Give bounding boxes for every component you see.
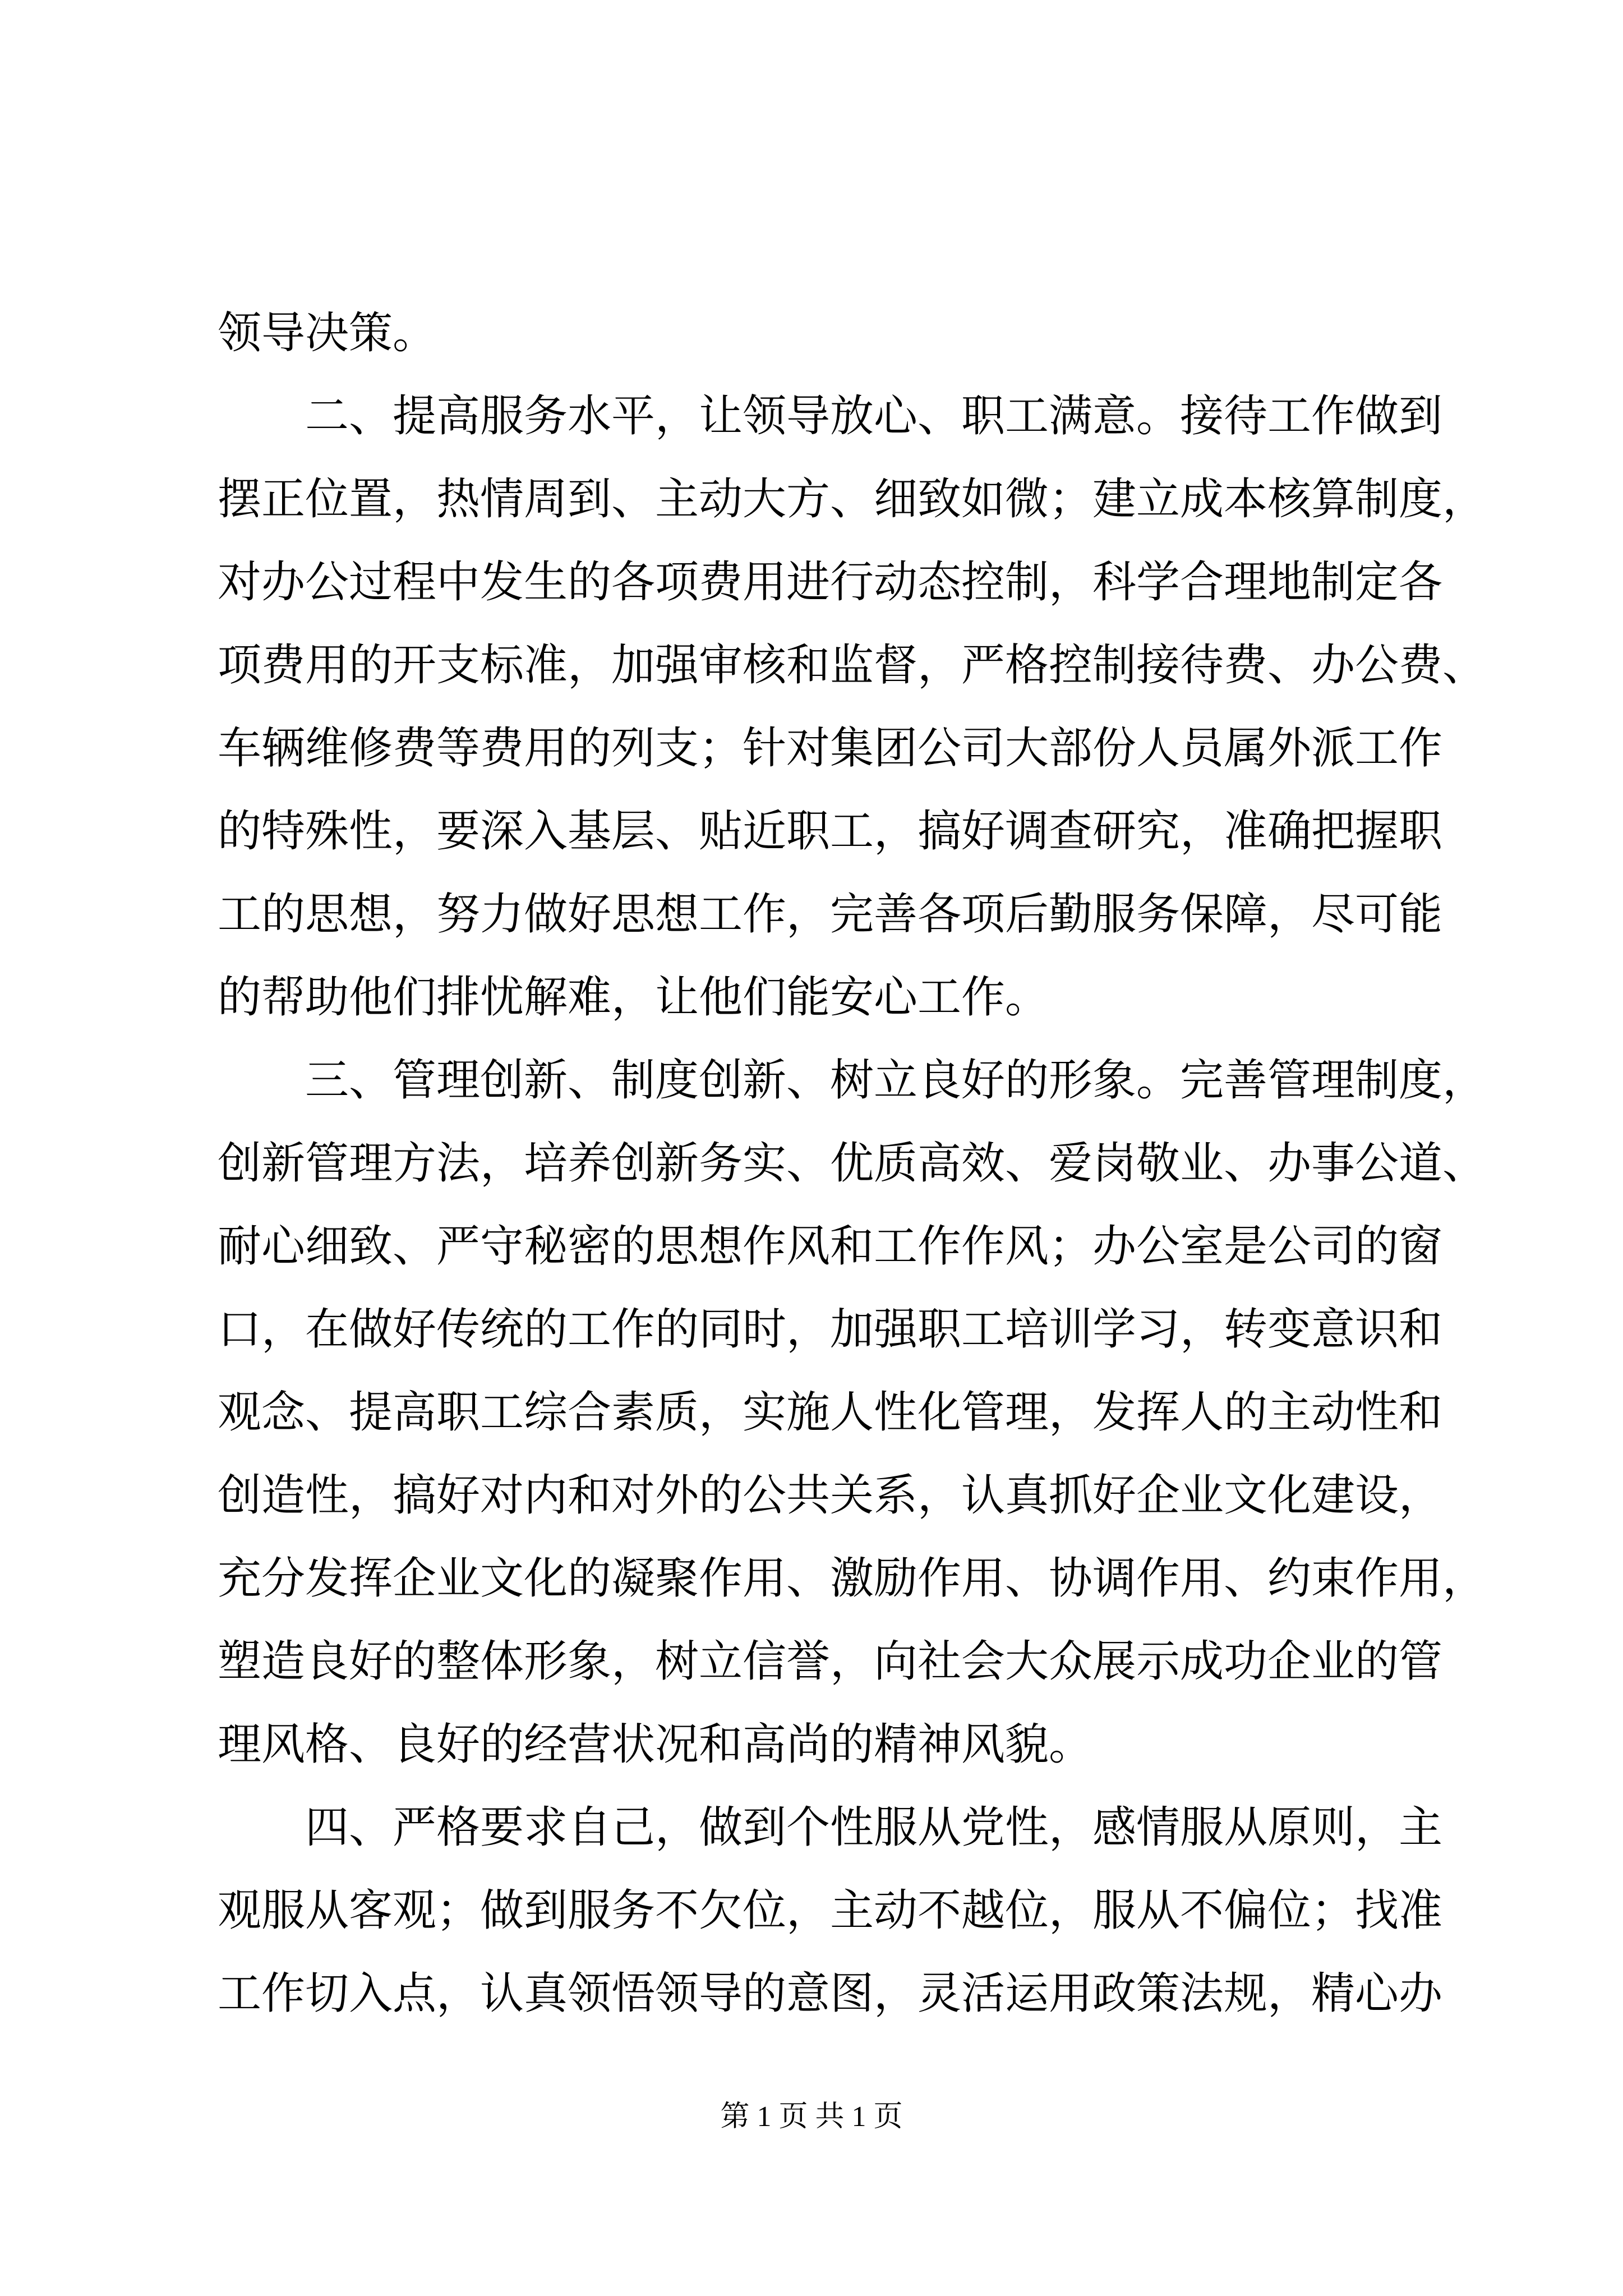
text-line: 领导决策。 [218,308,437,358]
document-body [218,292,1485,2035]
text-line: 塑造良好的整体形象，树立信誉，向社会大众展示成功企业的管 [218,1636,1443,1687]
paragraph-start-line: 二、提高服务水平，让领导放心、职工满意。接待工作做到 [305,391,1443,441]
text-line: 口，在做好传统的工作的同时，加强职工培训学习，转变意识和 [218,1304,1443,1355]
page-number-label: 第 1 页 共 1 页 [720,2101,903,2133]
text-line: 创新管理方法，培养创新务实、优质高效、爱岗敬业、办事公道、 [218,1138,1487,1189]
paragraph-start-line: 三、管理创新、制度创新、树立良好的形象。完善管理制度， [305,1055,1487,1106]
paragraph-start-line: 四、严格要求自己，做到个性服从党性，感情服从原则，主 [305,1802,1443,1853]
text-line: 观念、提高职工综合素质，实施人性化管理，发挥人的主动性和 [218,1387,1443,1438]
text-line: 的帮助他们排忧解难，让他们能安心工作。 [218,972,1049,1023]
text-line: 观服从客观；做到服务不欠位，主动不越位，服从不偏位；找准 [218,1885,1443,1936]
text-line: 摆正位置，热情周到、主动大方、细致如微；建立成本核算制度， [218,474,1487,524]
text-line: 理风格、良好的经营状况和高尚的精神风貌。 [218,1719,1093,1770]
text-line: 耐心细致、严守秘密的思想作风和工作作风；办公室是公司的窗 [218,1221,1443,1272]
text-line: 车辆维修费等费用的列支；针对集团公司大部份人员属外派工作 [218,723,1443,774]
text-line: 的特殊性，要深入基层、贴近职工，搞好调查研究，准确把握职 [218,806,1443,857]
text-line: 工的思想，努力做好思想工作，完善各项后勤服务保障，尽可能 [218,889,1443,940]
text-line: 项费用的开支标准，加强审核和监督，严格控制接待费、办公费、 [218,640,1487,691]
page-footer [0,2092,1623,2134]
text-line: 工作切入点，认真领悟领导的意图，灵活运用政策法规，精心办 [218,1968,1443,2019]
text-line: 对办公过程中发生的各项费用进行动态控制，科学合理地制定各 [218,557,1443,608]
text-line: 创造性，搞好对内和对外的公共关系，认真抓好企业文化建设， [218,1470,1443,1521]
text-line: 充分发挥企业文化的凝聚作用、激励作用、协调作用、约束作用， [218,1553,1487,1604]
